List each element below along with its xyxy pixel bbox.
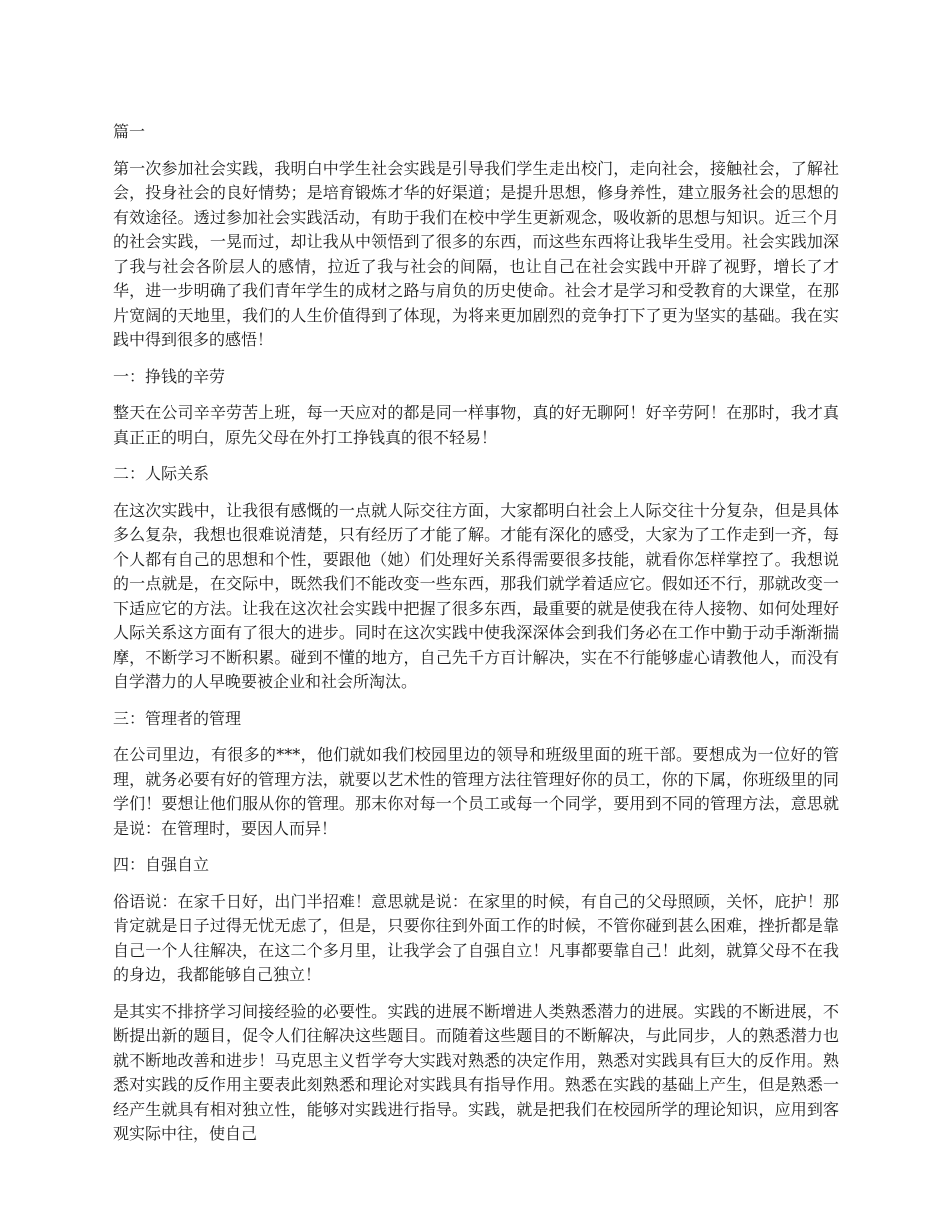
section-heading-independence: 四：自强自立 xyxy=(113,855,210,874)
document-page xyxy=(113,120,839,1159)
document-title: 篇一 xyxy=(113,122,146,141)
section-body-relations: 在这次实践中，让我很有感慨的一点就人际交往方面，大家都明白社会上人际交往十分复杂，但是具体多么复杂，我想也很难说清楚，只有经历了才能了解。才能有深化的感受，大家为了工作走到一齐，每个人都有自己的思想和个性，要跟他（她）们处理好关系得需要很多技能，就看你怎样掌控了。我想说的一点就是，在交际中，既然我们不能改变一些东西，那我们就学着适应它。假如还不行，那就改变一下适应它的方法。让我在这次社会实践中把握了很多东西，最重要的就是使我在待人接物、如何处理好人际关系这方面有了很大的进步。同时在这次实践中使我深深体会到我们务必在工作中勤于动手渐渐揣摩，不断学习不断积累。碰到不懂的地方，自己先千方百计解决，实在不行能够虚心请教他人，而没有自学潜力的人早晚要被企业和社会所淘汰。 xyxy=(113,500,839,691)
intro-paragraph: 第一次参加社会实践，我明白中学生社会实践是引导我们学生走出校门，走向社会，接触社会，了解社会，投身社会的良好情势；是培育锻炼才华的好渠道；是提升思想，修身养性，建立服务社会的思想的有效途径。透过参加社会实践活动，有助于我们在校中学生更新观念，吸收新的思想与知识。近三个月的社会实践，一晃而过，却让我从中领悟到了很多的东西，而这些东西将让我毕生受用。社会实践加深了我与社会各阶层人的感情，拉近了我与社会的间隔，也让自己在社会实践中开辟了视野，增长了才华，进一步明确了我们青年学生的成材之路与肩负的历史使命。社会才是学习和受教育的大课堂，在那片宽阔的天地里，我们的人生价值得到了体现，为将来更加剧烈的竞争打下了更为坚实的基础。我在实践中得到很多的感悟！ xyxy=(113,158,839,349)
section-heading-earning: 一：挣钱的辛劳 xyxy=(113,366,226,386)
closing-paragraph: 是其实不排挤学习间接经验的必要性。实践的进展不断增进人类熟悉潜力的进展。实践的不断进展，不断提出新的题目，促令人们往解决这些题目。而随着这些题目的不断解决，与此同步，人的熟悉潜力也就不断地改善和进步！马克思主义哲学夸大实践对熟悉的决定作用，熟悉对实践具有巨大的反作用。熟悉对实践的反作用主要表此刻熟悉和理论对实践具有指导作用。熟悉在实践的基础上产生，但是熟悉一经产生就具有相对独立性，能够对实践进行指导。实践，就是把我们在校园所学的理论知识，应用到客观实际中往，使自己 xyxy=(113,1001,839,1143)
section-body-independence: 俗语说：在家千日好，出门半招难！意思就是说：在家里的时候，有自己的父母照顾，关怀，庇护！那肯定就是日子过得无忧无虑了，但是，只要你往到外面工作的时候，不管你碰到甚么困难，挫折都是靠自己一个人往解决，在这二个多月里，让我学会了自强自立！凡事都要靠自己！此刻，就算父母不在我的身边，我都能够自己独立！ xyxy=(113,891,839,984)
section-body-management: 在公司里边，有很多的***，他们就如我们校园里边的领导和班级里面的班干部。要想成为一位好的管理，就务必要有好的管理方法，就要以艺术性的管理方法往管理好你的员工，你的下属，你班级里的同学们！要想让他们服从你的管理。那末你对每一个员工或每一个同学，要用到不同的管理方法，意思就是说：在管理时，要因人而异！ xyxy=(113,745,839,838)
section-body-earning: 整天在公司辛辛劳苦上班，每一天应对的都是同一样事物，真的好无聊阿！好辛劳阿！在那时，我才真真正正的明白，原先父母在外打工挣钱真的很不轻易！ xyxy=(113,403,839,447)
section-heading-management: 三：管理者的管理 xyxy=(113,708,242,728)
section-heading-relations: 二：人际关系 xyxy=(113,464,210,483)
